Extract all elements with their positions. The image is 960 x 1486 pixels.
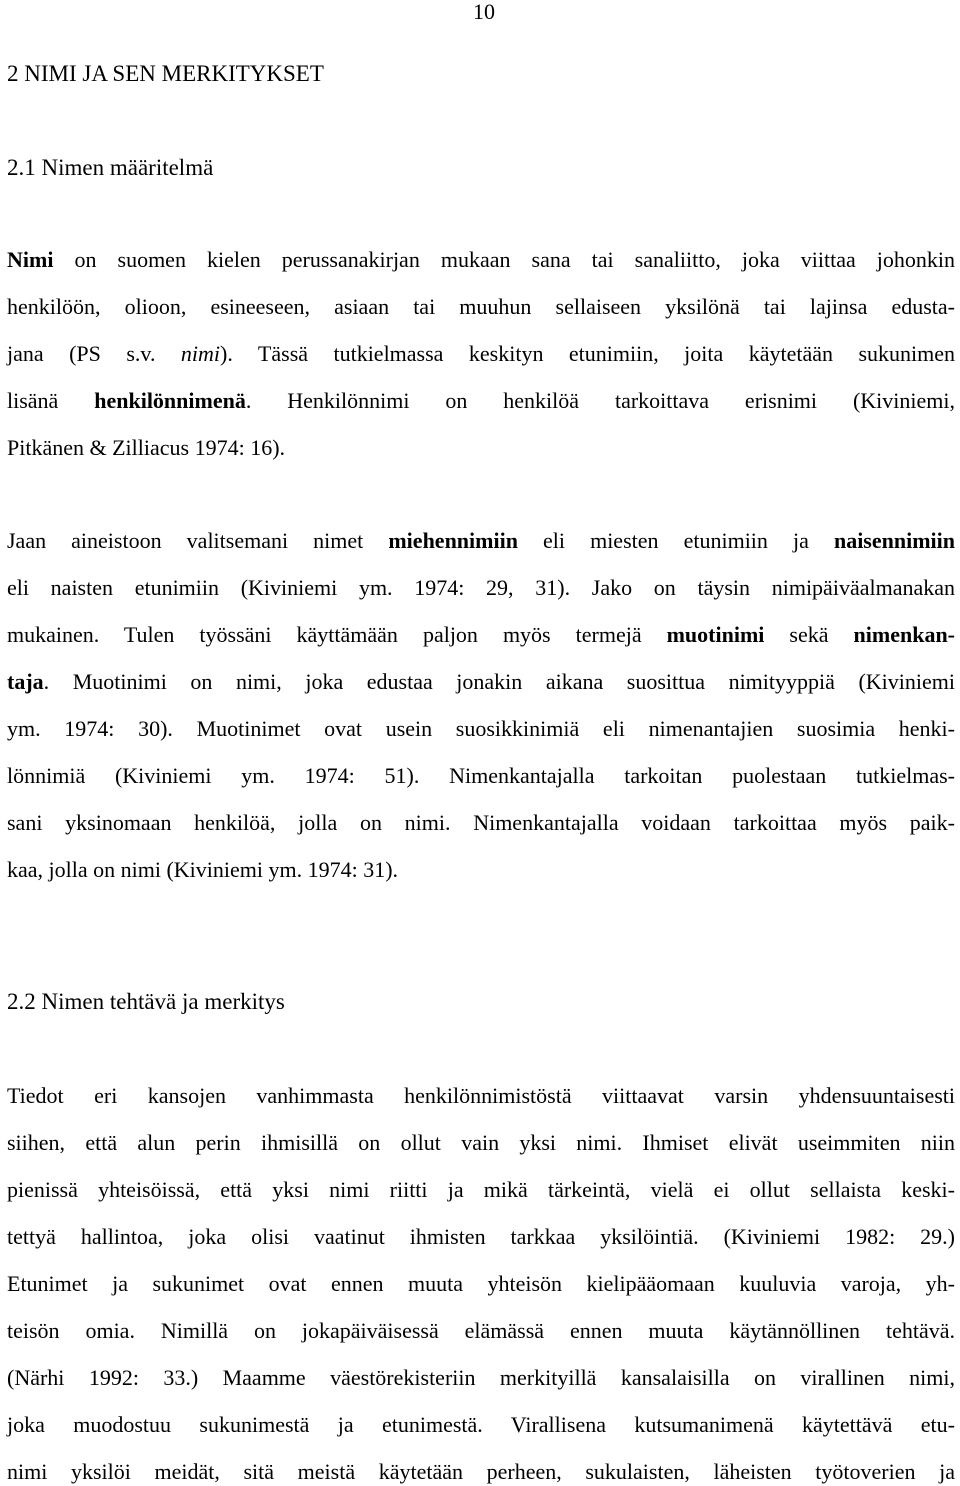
page-number: 10	[473, 0, 495, 24]
text-run: jana (PS s.v.	[7, 341, 181, 366]
text-run: Etunimet ja sukunimet ovat ennen muuta yhteisön kielipääomaan kuuluvia varoja, yh-	[7, 1271, 955, 1296]
text-run: . Henkilönnimi on henkilöä tarkoittava erisnimi (Kiviniemi,	[245, 388, 955, 413]
text-run: lönnimiä (Kiviniemi ym. 1974: 51). Nimenkantajalla tarkoitan puolestaan tutkielmas-	[7, 763, 955, 788]
text-run: tettyä hallintoa, joka olisi vaatinut ihmisten tarkkaa yksilöintiä. (Kiviniemi 1982: 29.)	[7, 1224, 955, 1249]
section-heading-2-2: 2.2 Nimen tehtävä ja merkitys	[7, 989, 285, 1014]
text-run: Jaan aineistoon valitsemani nimet	[7, 528, 389, 553]
bold-term: henkilönnimenä	[94, 388, 246, 413]
text-run: on suomen kielen perussanakirjan mukaan sana tai sanaliitto, joka viittaa johonkin	[53, 247, 955, 272]
text-line	[7, 246, 955, 274]
bold-term: taja	[7, 669, 44, 694]
text-line	[7, 340, 955, 368]
text-line	[7, 809, 955, 837]
bold-term: muotinimi	[666, 622, 765, 647]
text-line	[7, 1411, 955, 1439]
text-line	[7, 387, 955, 415]
text-run: Tiedot eri kansojen vanhimmasta henkilönnimistöstä viittaavat varsin yhdensuuntaisesti	[7, 1083, 955, 1108]
bold-term: naisennimiin	[833, 528, 955, 553]
text-line	[7, 668, 955, 696]
text-line	[7, 621, 955, 649]
text-line	[7, 527, 955, 555]
text-run: eli miesten etunimiin ja	[517, 528, 834, 553]
text-run: henkilöön, olioon, esineeseen, asiaan tai muuhun sellaiseen yksilönä tai lajinsa edusta-	[7, 294, 955, 319]
text-line	[7, 1364, 955, 1392]
text-line	[7, 1317, 955, 1345]
text-line	[7, 1176, 955, 1204]
section-heading-2-1: 2.1 Nimen määritelmä	[7, 155, 214, 180]
text-line	[7, 1270, 955, 1298]
chapter-heading: 2 NIMI JA SEN MERKITYKSET	[7, 61, 324, 86]
text-run: sani yksinomaan henkilöä, jolla on nimi. Nimenkantajalla voidaan tarkoittaa myös paik-	[7, 810, 955, 835]
text-run: (Närhi 1992: 33.) Maamme väestörekisteriin merkityillä kansalaisilla on virallinen nimi,	[7, 1365, 955, 1390]
bold-term: miehennimiin	[388, 528, 518, 553]
text-run: sekä	[764, 622, 854, 647]
bold-term: nimenkan-	[853, 622, 956, 647]
text-line	[7, 856, 955, 884]
text-line	[7, 574, 955, 602]
text-run: siihen, että alun perin ihmisillä on ollut vain yksi nimi. Ihmiset elivät useimmiten niin	[7, 1130, 955, 1155]
text-line	[7, 434, 955, 462]
text-run: lisänä	[7, 388, 95, 413]
text-run: eli naisten etunimiin (Kiviniemi ym. 1974: 29, 31). Jako on täysin nimipäiväalmanakan	[7, 575, 955, 600]
text-run: Pitkänen & Zilliacus 1974: 16).	[7, 435, 286, 460]
bold-term: Nimi	[7, 247, 54, 272]
text-run: ym. 1974: 30). Muotinimet ovat usein suosikkinimiä eli nimenantajien suosimia henki-	[7, 716, 955, 741]
italic-term: nimi	[180, 341, 221, 366]
text-run: teisön omia. Nimillä on jokapäiväisessä elämässä ennen muuta käytännöllinen tehtävä.	[7, 1318, 955, 1343]
text-run: joka muodostuu sukunimestä ja etunimestä. Virallisena kutsumanimenä käytettävä etu-	[7, 1412, 955, 1437]
text-run: ). Tässä tutkielmassa keskityn etunimiin, joita käytetään sukunimen	[220, 341, 955, 366]
text-run: pienissä yhteisöissä, että yksi nimi riitti ja mikä tärkeintä, vielä ei ollut sellaista keski-	[7, 1177, 955, 1202]
text-line	[7, 1129, 955, 1157]
text-line	[7, 715, 955, 743]
text-line	[7, 1458, 955, 1486]
text-line	[7, 1082, 955, 1110]
text-run: . Muotinimi on nimi, joka edustaa jonakin aikana suosittua nimityyppiä (Kiviniemi	[43, 669, 955, 694]
text-line	[7, 762, 955, 790]
text-run: kaa, jolla on nimi (Kiviniemi ym. 1974: 31).	[7, 857, 399, 882]
text-run: nimi yksilöi meidät, sitä meistä käytetään perheen, sukulaisten, läheisten työtoverien ja	[7, 1459, 955, 1484]
text-line	[7, 1223, 955, 1251]
text-run: mukainen. Tulen työssäni käyttämään paljon myös termejä	[7, 622, 667, 647]
text-line	[7, 293, 955, 321]
